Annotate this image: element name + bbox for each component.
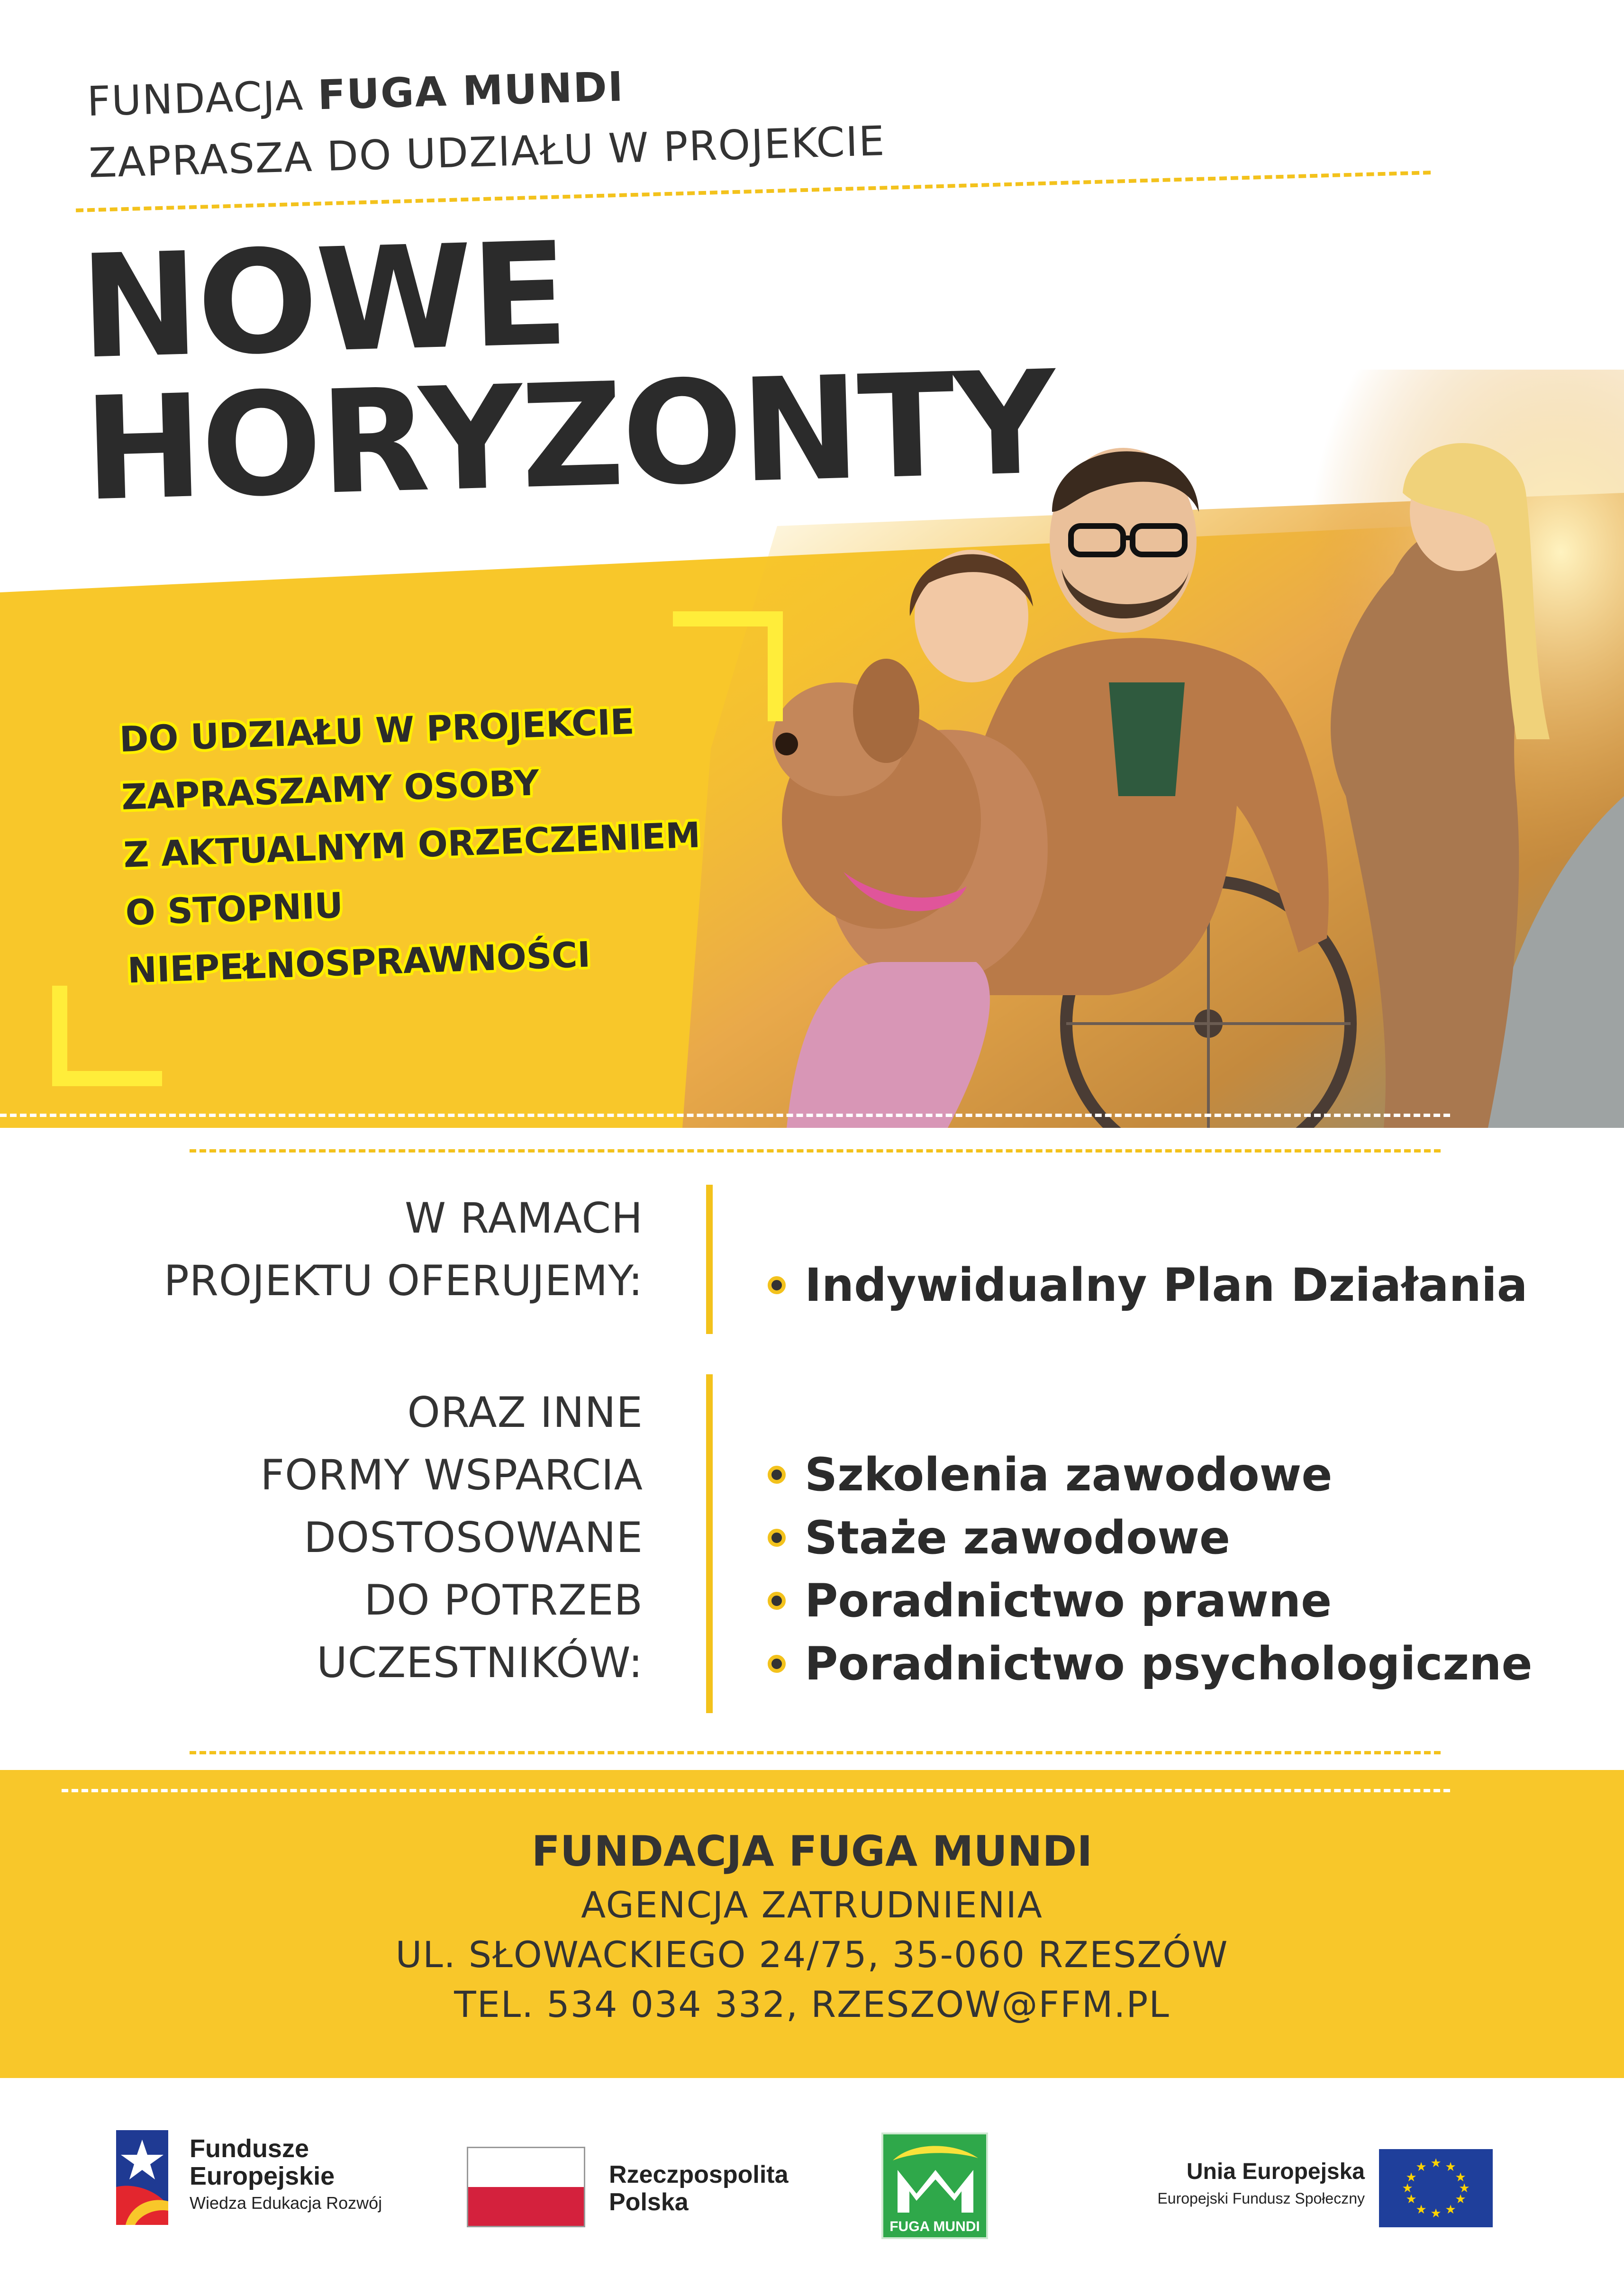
support-vertical-divider	[706, 1374, 713, 1713]
svg-text:★: ★	[1445, 2160, 1456, 2174]
family-photo-illustration	[682, 370, 1624, 1128]
offer-label-line: PROJEKTU OFERUJEMY:	[163, 1256, 643, 1305]
svg-text:★: ★	[1402, 2181, 1413, 2196]
contact-org-name: FUNDACJA FUGA MUNDI	[531, 1827, 1093, 1876]
contact-dashed-divider	[62, 1789, 1450, 1792]
intro-line-2: ZAPRASZA DO UDZIAŁU W PROJEKCIE	[88, 117, 886, 187]
support-list	[768, 1443, 1533, 1695]
fuga-mundi-logo	[881, 2133, 988, 2239]
bullet-dot-icon	[768, 1592, 786, 1610]
intro-org-name: FUGA MUNDI	[317, 63, 625, 119]
support-item: Poradnictwo psychologiczne	[768, 1632, 1533, 1695]
ue-line-1: Unia Europejska	[1186, 2159, 1365, 2184]
support-label-line: DOSTOSOWANE	[304, 1513, 643, 1562]
fe-line-3: Wiedza Edukacja Rozwój	[190, 2193, 382, 2213]
invitation-line: ZAPRASZAMY OSOBY	[120, 762, 540, 818]
support-label-line: ORAZ INNE	[407, 1388, 643, 1437]
fe-star-icon	[116, 2130, 168, 2225]
section-dashed-divider	[190, 1149, 1441, 1153]
svg-text:★: ★	[1415, 2160, 1427, 2174]
support-label-line: FORMY WSPARCIA	[260, 1451, 643, 1499]
svg-text:★: ★	[1445, 2203, 1456, 2217]
pre-footer-dashed-divider	[190, 1751, 1441, 1754]
ue-line-2: Europejski Fundusz Społeczny	[1157, 2190, 1365, 2207]
rp-line-1: Rzeczpospolita	[609, 2161, 789, 2188]
support-item: Szkolenia zawodowe	[768, 1443, 1533, 1506]
fe-line-1: Fundusze	[190, 2134, 309, 2163]
polish-flag-icon	[467, 2147, 585, 2227]
offer-list	[768, 1253, 1528, 1316]
support-label-line: DO POTRZEB	[364, 1576, 643, 1624]
fm-label: FUGA MUNDI	[889, 2219, 980, 2234]
title-line-1: NOWE	[78, 211, 569, 390]
intro-line-1: FUNDACJA FUGA MUNDI	[86, 63, 625, 126]
intro-text	[86, 49, 886, 194]
offer-item: Indywidualny Plan Działania	[768, 1253, 1528, 1316]
fe-line-2: Europejskie	[190, 2162, 335, 2190]
svg-text:★: ★	[1415, 2203, 1427, 2217]
svg-text:★: ★	[1455, 2170, 1466, 2185]
rp-line-2: Polska	[609, 2188, 689, 2216]
offer-vertical-divider	[706, 1185, 713, 1334]
contact-agency: AGENCJA ZATRUDNIENIA	[581, 1884, 1043, 1926]
bullet-dot-icon	[768, 1276, 786, 1294]
svg-text:★: ★	[1459, 2181, 1470, 2196]
invitation-line: DO UDZIAŁU W PROJEKCIE	[118, 701, 635, 760]
offer-label	[164, 1187, 643, 1312]
support-item: Staże zawodowe	[768, 1506, 1533, 1569]
offer-label-line: W RAMACH	[405, 1194, 643, 1243]
support-item: Poradnictwo prawne	[768, 1569, 1533, 1632]
bullet-dot-icon	[768, 1529, 786, 1547]
svg-text:★: ★	[1455, 2192, 1466, 2206]
title-line-2: HORYZONTY	[82, 340, 1057, 533]
support-label-line: UCZESTNIKÓW:	[317, 1638, 643, 1687]
eu-flag-icon	[1379, 2149, 1493, 2227]
contact-address: UL. SŁOWACKIEGO 24/75, 35-060 RZESZÓW	[395, 1933, 1229, 1976]
invitation-line: O STOPNIU	[125, 885, 344, 934]
invitation-line: Z AKTUALNYM ORZECZENIEM	[123, 815, 701, 876]
fuga-mundi-mark-icon	[883, 2137, 986, 2217]
family-photo	[682, 370, 1624, 1128]
svg-text:★: ★	[1406, 2170, 1417, 2185]
band-bottom-dashed-divider	[0, 1114, 1450, 1117]
svg-text:★: ★	[1430, 2156, 1442, 2170]
svg-text:★: ★	[1406, 2192, 1417, 2206]
corner-bracket-bottom-left	[52, 986, 162, 1086]
contact-phone-email: TEL. 534 034 332, RZESZOW@FFM.PL	[454, 1983, 1170, 2025]
invitation-text	[118, 690, 705, 999]
support-label	[260, 1381, 643, 1694]
svg-text:★: ★	[1430, 2206, 1442, 2221]
bullet-dot-icon	[768, 1655, 786, 1673]
invitation-line: NIEPEŁNOSPRAWNOŚCI	[127, 934, 591, 991]
bullet-dot-icon	[768, 1466, 786, 1484]
